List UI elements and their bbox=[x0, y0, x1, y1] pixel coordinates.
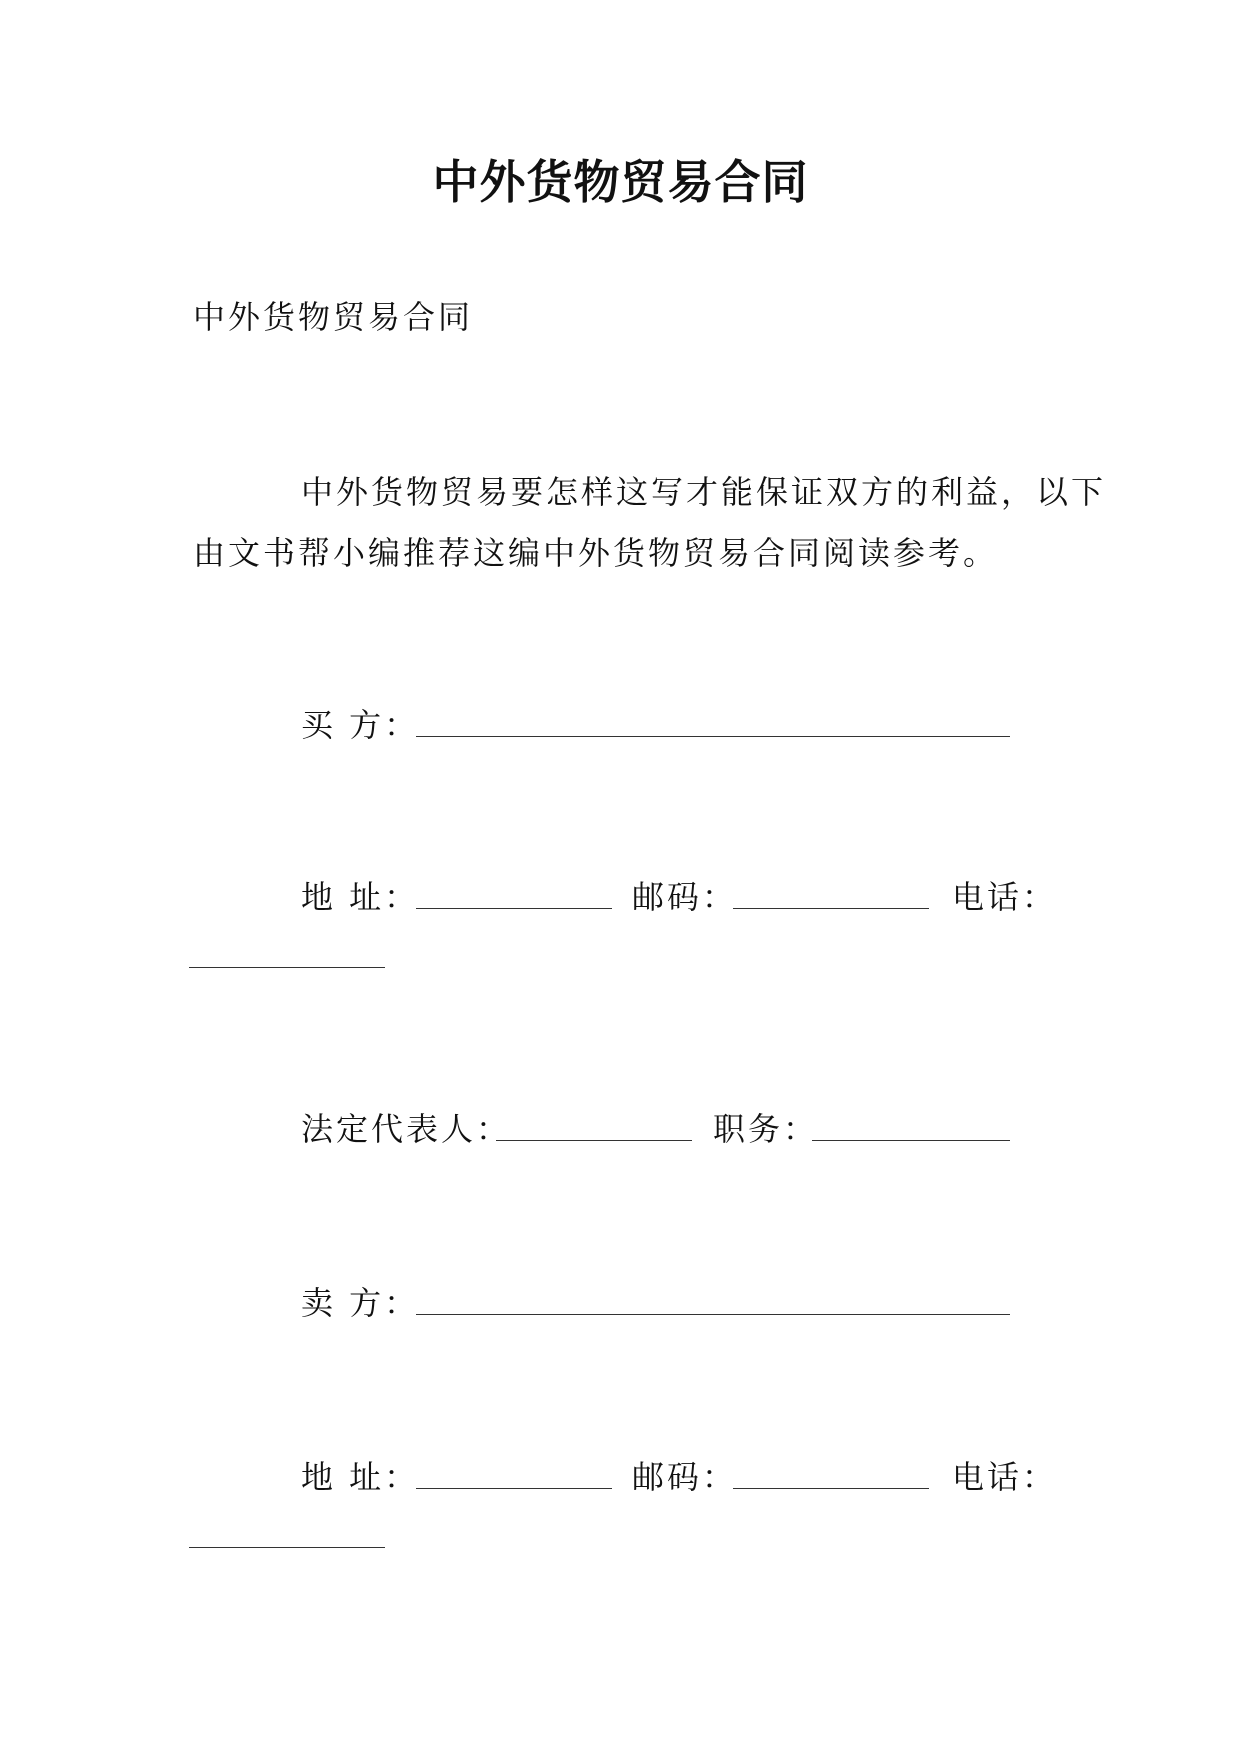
seller-phone-blank-field[interactable] bbox=[189, 1547, 385, 1548]
intro-paragraph-line-1: 中外货物贸易要怎样这写才能保证双方的利益，以下 bbox=[301, 473, 1107, 511]
seller-address-label: 地 址： bbox=[301, 1458, 420, 1496]
seller-phone-label: 电话： bbox=[952, 1458, 1058, 1496]
seller-postcode-blank-field[interactable] bbox=[733, 1488, 929, 1489]
buyer-blank-field[interactable] bbox=[416, 736, 1010, 737]
buyer-phone-label: 电话： bbox=[952, 878, 1058, 916]
document-title: 中外货物贸易合同 bbox=[432, 155, 809, 209]
document-subtitle: 中外货物贸易合同 bbox=[193, 298, 474, 336]
buyer-representative-label: 法定代表人： bbox=[301, 1110, 512, 1148]
buyer-postcode-blank-field[interactable] bbox=[733, 908, 929, 909]
seller-row bbox=[0, 1283, 1241, 1323]
seller-blank-field[interactable] bbox=[416, 1314, 1010, 1315]
seller-postcode-label: 邮码： bbox=[632, 1458, 738, 1496]
seller-phone-row bbox=[0, 1516, 1241, 1556]
buyer-postcode-label: 邮码： bbox=[632, 878, 738, 916]
buyer-position-label: 职务： bbox=[713, 1110, 819, 1148]
seller-label: 卖 方： bbox=[301, 1284, 420, 1322]
seller-address-row bbox=[0, 1457, 1241, 1497]
buyer-representative-blank-field[interactable] bbox=[496, 1140, 692, 1141]
buyer-phone-row bbox=[0, 936, 1241, 976]
buyer-representative-row bbox=[0, 1109, 1241, 1149]
buyer-address-label: 地 址： bbox=[301, 878, 420, 916]
buyer-address-blank-field[interactable] bbox=[416, 908, 612, 909]
buyer-label: 买 方： bbox=[301, 706, 420, 744]
buyer-row bbox=[0, 705, 1241, 745]
intro-paragraph-line-2: 由文书帮小编推荐这编中外货物贸易合同阅读参考。 bbox=[193, 534, 999, 572]
buyer-phone-blank-field[interactable] bbox=[189, 967, 385, 968]
buyer-position-blank-field[interactable] bbox=[812, 1140, 1010, 1141]
buyer-address-row bbox=[0, 877, 1241, 917]
seller-address-blank-field[interactable] bbox=[416, 1488, 612, 1489]
